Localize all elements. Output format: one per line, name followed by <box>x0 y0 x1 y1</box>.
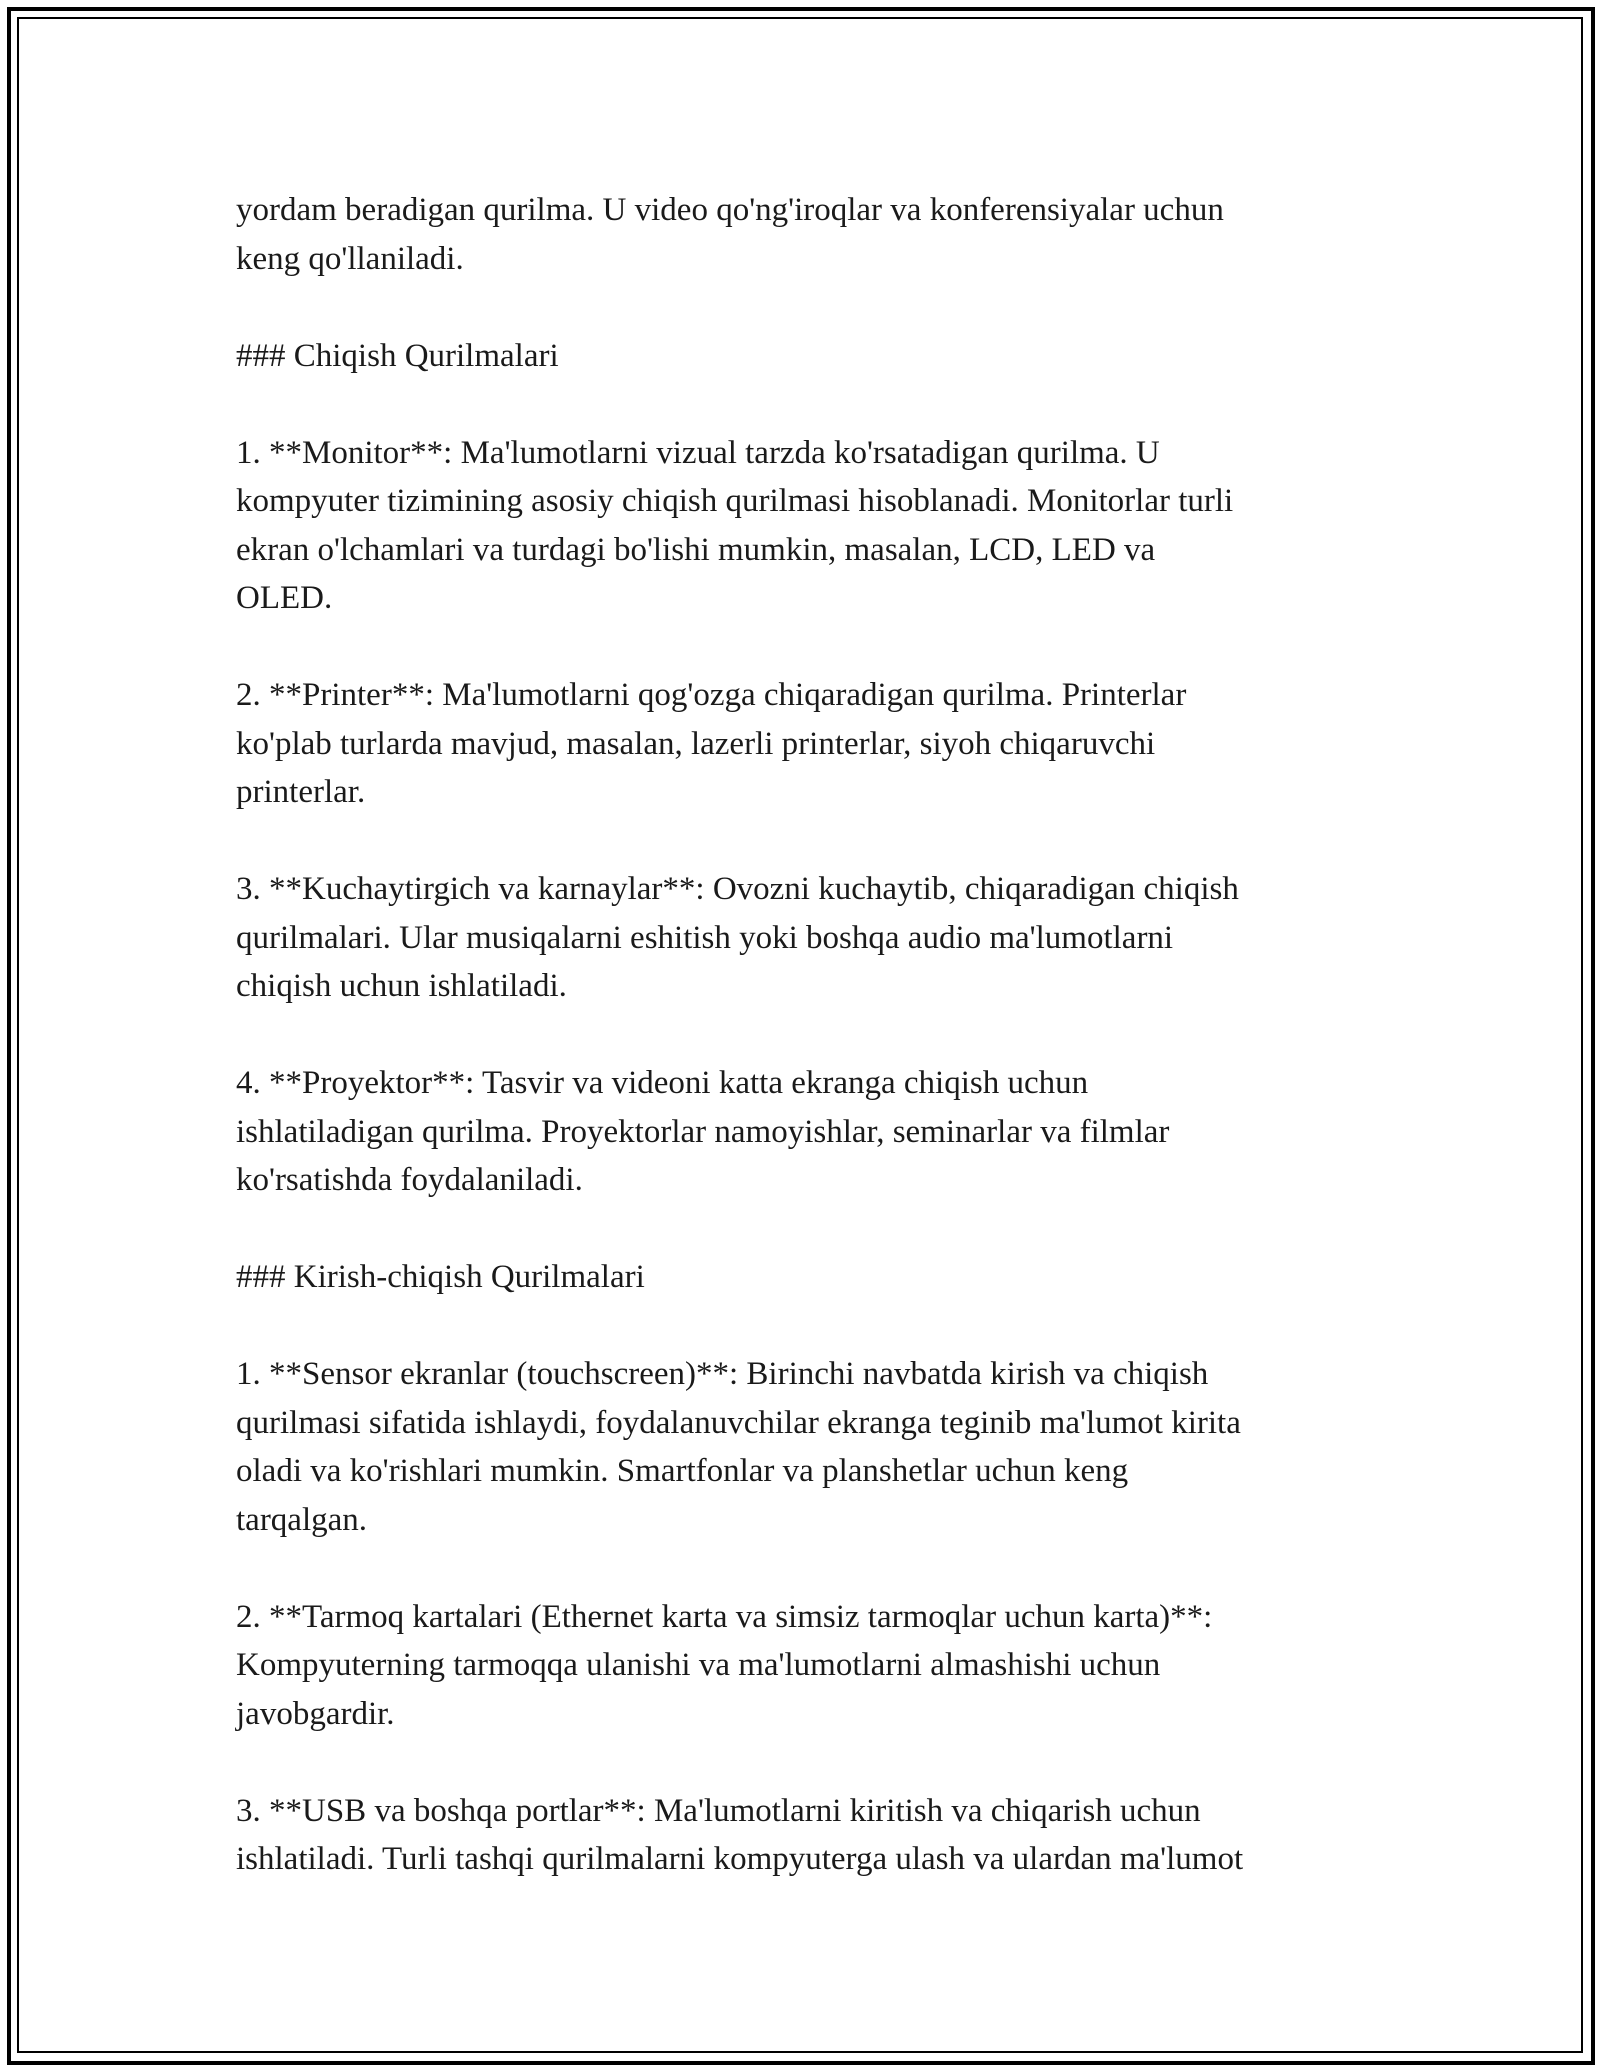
list-item-sensor-ekranlar: 1. **Sensor ekranlar (touchscreen)**: Birinchi navbatda kirish va chiqish qurilmasi sifatida ishlaydi, foydalanuvchilar ekranga teginib ma'lumot kirita oladi va ko'rishlari mumkin. Smartfonlar va planshetlar uchun keng tarqalgan. <box>236 1356 1241 1538</box>
list-item-kuchaytirgich: 3. **Kuchaytirgich va karnaylar**: Ovozni kuchaytib, chiqaradigan chiqish qurilmalari. Ular musiqalarni eshitish yoki boshqa audio ma'lumotlarni chiqish uchun ishlatiladi. <box>236 871 1239 1004</box>
heading-kirish-chiqish-qurilmalari: ### Kirish-chiqish Qurilmalari <box>236 1259 645 1295</box>
list-item-monitor: 1. **Monitor**: Ma'lumotlarni vizual tarzda ko'rsatadigan qurilma. U kompyuter tizimining asosiy chiqish qurilmasi hisoblanadi. Monitorlar turli ekran o'lchamlari va turdagi bo'lishi mumkin, masalan, LCD, LED va OLED. <box>236 434 1234 616</box>
list-item-usb-portlar: 3. **USB va boshqa portlar**: Ma'lumotlarni kiritish va chiqarish uchun ishlatiladi. Turli tashqi qurilmalarni kompyuterga ulash va ulardan ma'lumot <box>236 1792 1244 1877</box>
list-item-printer: 2. **Printer**: Ma'lumotlarni qog'ozga chiqaradigan qurilma. Printerlar ko'plab turlarda mavjud, masalan, lazerli printerlar, siyoh chiqaruvchi printerlar. <box>236 677 1187 810</box>
list-item-tarmoq-kartalari: 2. **Tarmoq kartalari (Ethernet karta va simsiz tarmoqlar uchun karta)**: Kompyuterning tarmoqqa ulanishi va ma'lumotlarni almashishi uchun javobgardir. <box>236 1598 1213 1732</box>
heading-chiqish-qurilmalari: ### Chiqish Qurilmalari <box>236 337 559 374</box>
list-item-proyektor: 4. **Proyektor**: Tasvir va videoni katta ekranga chiqish uchun ishlatiladigan qurilma. Proyektorlar namoyishlar, seminarlar va filmlar ko'rsatishda foydalaniladi. <box>236 1065 1170 1198</box>
paragraph-intro-continuation: yordam beradigan qurilma. U video qo'ng'iroqlar va konferensiyalar uchun keng qo'llaniladi. <box>236 192 1224 277</box>
document-body <box>236 186 1376 1884</box>
